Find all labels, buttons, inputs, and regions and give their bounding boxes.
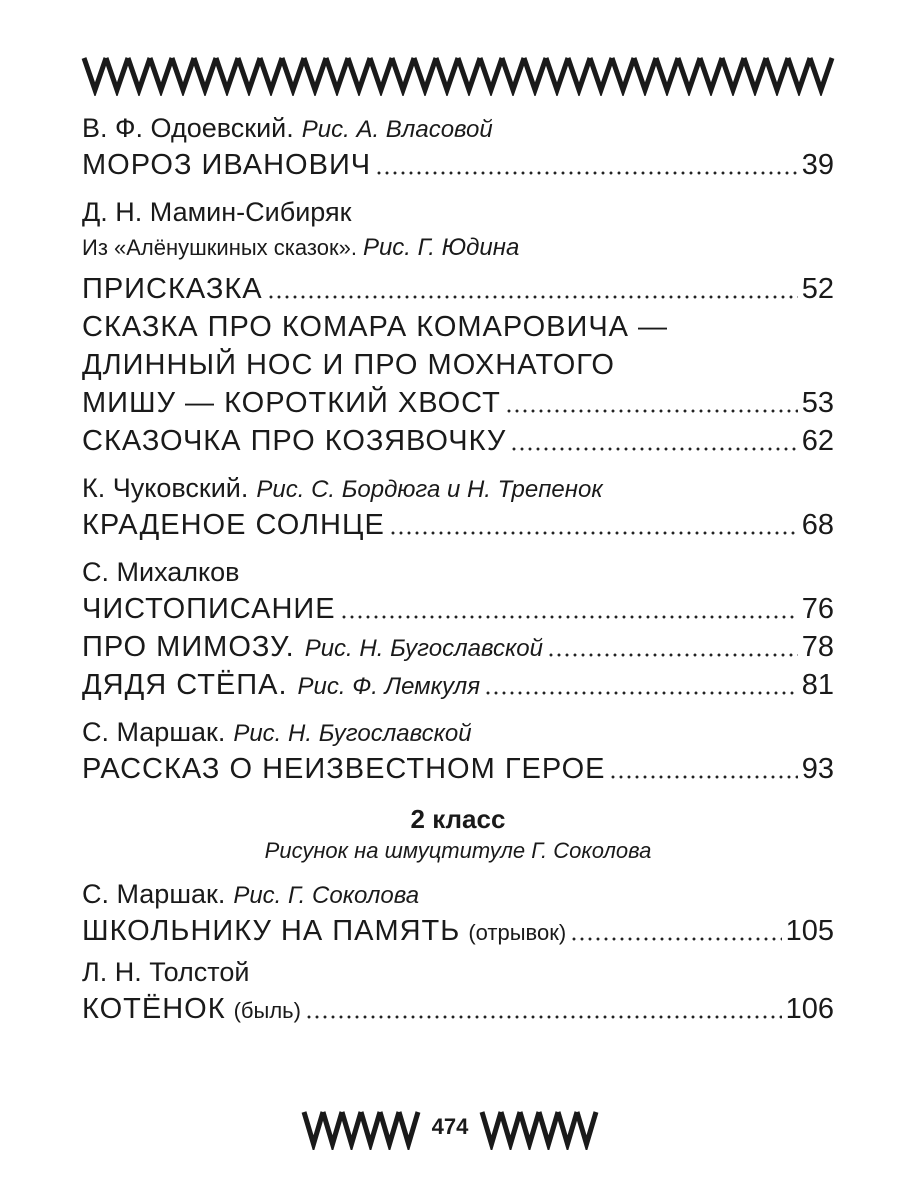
leader-dots [484,690,798,696]
table-of-contents [82,110,834,1028]
decorative-border-top [80,52,840,96]
leader-dots [609,774,797,780]
page-number: 62 [801,425,834,457]
toc-entry [82,666,834,704]
entry-title: МИШУ — КОРОТКИЙ ХВОСТ [82,387,501,419]
illustrator-credit: Рис. Г. Юдина [362,234,520,261]
illustrator-credit: Рис. Ф. Лемкуля [297,673,481,700]
page-number: 68 [801,509,834,541]
illustrator-credit: Рис. С. Бордюга и Н. Трепенок [256,476,603,503]
toc-author [82,470,834,506]
toc-entry [82,912,834,950]
toc-collection [82,230,834,266]
toc-entry [82,506,834,544]
toc-entry [82,146,834,184]
leader-dots [570,936,781,942]
page-footer [300,1106,600,1150]
illustrator-credit: Рис. Н. Бугославской [304,635,543,662]
page-number: 52 [801,273,834,305]
entry-title-line: СКАЗКА ПРО КОМАРА КОМАРОВИЧА — [82,311,669,343]
entry-title: ПРО МИМОЗУ. [82,631,295,663]
toc-author [82,954,834,990]
author-name: С. Маршак. [82,717,226,747]
toc-entry [82,270,834,308]
author-name: Д. Н. Мамин-Сибиряк [82,197,352,227]
toc-entry [82,990,834,1028]
toc-author [82,554,834,590]
author-name: В. Ф. Одоевский. [82,113,294,143]
toc-entry [82,422,834,460]
leader-dots [267,294,798,300]
collection-name: Из «Алёнушкиных сказок». [82,235,357,260]
entry-title: ШКОЛЬНИКУ НА ПАМЯТЬ [82,915,461,947]
author-name: С. Маршак. [82,879,226,909]
entry-note: (быль) [233,998,301,1023]
footer-page-number: 474 [431,1114,469,1139]
entry-title-line: ДЛИННЫЙ НОС И ПРО МОХНАТОГО [82,349,615,381]
toc-entry [82,750,834,788]
toc-entry [82,384,834,422]
leader-dots [305,1014,782,1020]
toc-author [82,110,834,146]
toc-entry [82,628,834,666]
illustrator-credit: Рис. Г. Соколова [233,882,420,909]
entry-title: МОРОЗ ИВАНОВИЧ [82,149,372,181]
entry-title: ДЯДЯ СТЁПА. [82,669,288,701]
toc-author [82,194,834,230]
leader-dots [547,652,798,658]
entry-title: КОТЁНОК [82,993,226,1025]
leader-dots [389,530,798,536]
entry-title: КРАДЕНОЕ СОЛНЦЕ [82,509,385,541]
page-number: 105 [785,915,834,947]
author-name: Л. Н. Толстой [82,957,250,987]
author-name: С. Михалков [82,557,240,587]
author-name: К. Чуковский. [82,473,249,503]
illustrator-credit: Рис. А. Власовой [301,116,493,143]
leader-dots [340,614,798,620]
page-number: 76 [801,593,834,625]
page-number: 93 [801,753,834,785]
leader-dots [510,446,797,452]
entry-title: ЧИСТОПИСАНИЕ [82,593,336,625]
section-heading: 2 класс [410,804,506,834]
leader-dots [375,170,798,176]
page-number: 81 [801,669,834,701]
page-number: 39 [801,149,834,181]
entry-title: РАССКАЗ О НЕИЗВЕСТНОМ ГЕРОЕ [82,753,606,785]
toc-author [82,876,834,912]
toc-entry [82,590,834,628]
leader-dots [505,408,798,414]
section-subtitle: Рисунок на шмуцтитуле Г. Соколова [264,838,652,863]
entry-title: СКАЗОЧКА ПРО КОЗЯВОЧКУ [82,425,507,457]
illustrator-credit: Рис. Н. Бугославской [233,720,472,747]
page-number: 78 [801,631,834,663]
page-number: 106 [785,993,834,1025]
entry-note: (отрывок) [468,920,567,945]
entry-title: ПРИСКАЗКА [82,273,263,305]
toc-author [82,714,834,750]
page-number: 53 [801,387,834,419]
